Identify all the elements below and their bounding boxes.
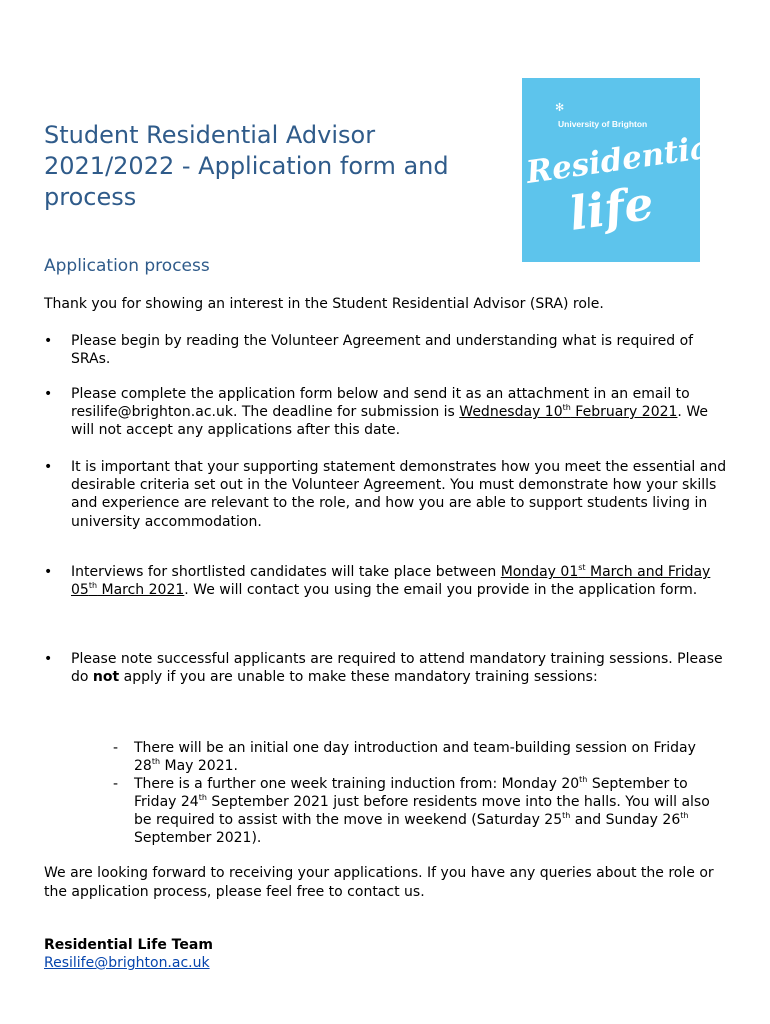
list-item	[44, 650, 734, 686]
contact-email-link[interactable]: Resilife@brighton.ac.uk	[44, 955, 210, 971]
bullet-text: Please note successful applicants are required to attend mandatory training sessions. Please do not apply if you are unable to make these mandatory training sessions:	[71, 651, 723, 686]
logo-university-name: University of Brighton	[558, 119, 648, 129]
bullet-text: Please begin by reading the Volunteer Agreement and understanding what is required of SRAs.	[71, 333, 694, 368]
bullet-icon: •	[44, 386, 53, 402]
residential-life-logo	[522, 78, 724, 262]
sub-item-text: There will be an initial one day introduction and team-building session on Friday 28th May 2021.	[134, 740, 696, 774]
logo-script-wordmark	[522, 127, 724, 253]
deadline-date: Wednesday 10th February 2021	[459, 403, 678, 421]
dash-marker: -	[113, 740, 119, 756]
sub-item-text: There is a further one week training induction from: Monday 20th September to Friday 24th September 2021 just before residents move into the halls. You will also be required to assist with the move in weekend (Saturday 25th and Sunday 26th September 2021).	[134, 775, 710, 846]
closing-text: We are looking forward to receiving your applications. If you have any queries about the role or the application process, please feel free to contact us.	[44, 865, 714, 900]
dash-marker: -	[113, 776, 119, 792]
section-heading: Application process	[44, 256, 210, 276]
bullet-icon: •	[44, 564, 53, 580]
bullet-text: It is important that your supporting statement demonstrates how you meet the essential and desirable criteria set out in the Volunteer Agreement. You must demonstrate how your skills and experience are relevant to the role, and how you are able to support students living in university accommodation.	[71, 459, 727, 530]
sub-list-item	[113, 739, 713, 775]
signature-team: Residential Life Team	[44, 937, 213, 953]
document-title: Student Residential Advisor 2021/2022 - Application form and process	[44, 121, 449, 211]
bullet-icon: •	[44, 459, 53, 475]
sub-list-item	[113, 775, 713, 847]
logo-word-life: life	[566, 175, 657, 241]
list-item	[44, 385, 734, 440]
bullet-icon: •	[44, 333, 53, 349]
list-item	[44, 563, 734, 599]
snowflake-icon: ✻	[555, 101, 565, 114]
intro-text: Thank you for showing an interest in the Student Residential Advisor (SRA) role.	[44, 296, 604, 312]
interview-dates: Monday 01st March and Friday 05th March 2021	[71, 563, 711, 599]
logo-word-residential: Residential	[524, 127, 724, 191]
bullet-icon: •	[44, 651, 53, 667]
list-item	[44, 332, 734, 368]
bullet-text: Interviews for shortlisted candidates will take place between Monday 01st March and Friday 05th March 2021. We will contact you using the email you provide in the application form.	[71, 563, 711, 599]
list-item	[44, 458, 734, 531]
bullet-text: Please complete the application form below and send it as an attachment in an email to resilife@brighton.ac.uk. The deadline for submission is Wednesday 10th February 2021. We will not accept any applications after this date.	[71, 386, 708, 439]
